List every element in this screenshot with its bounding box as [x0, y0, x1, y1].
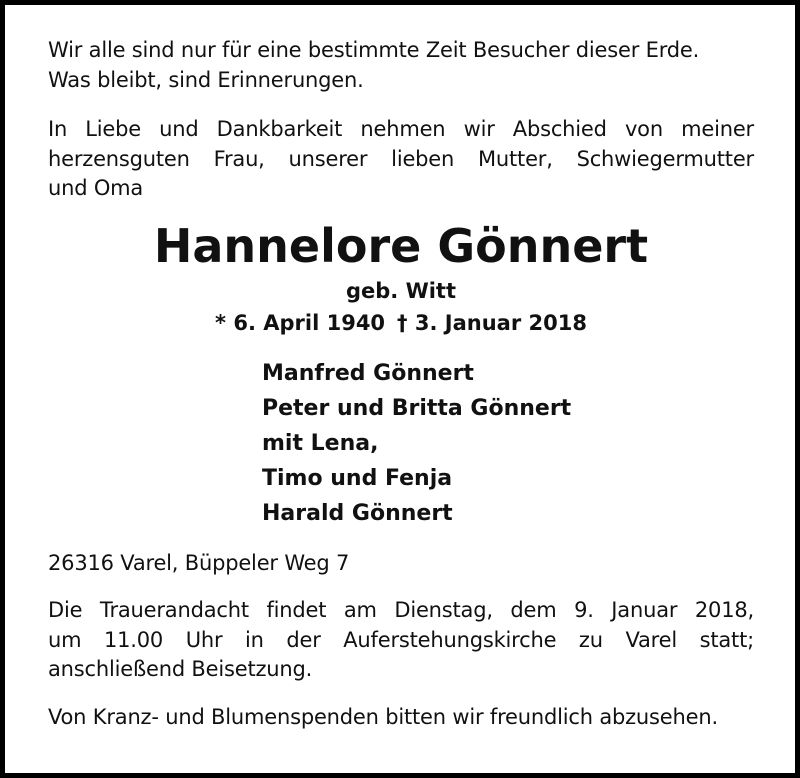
service-info: [48, 596, 754, 685]
birth-date: * 6. April 1940: [215, 310, 386, 335]
service-line-2: um 11.00 Uhr in der Auferstehungskirche zu Varel statt;: [48, 627, 754, 652]
intro-line-3: und Oma: [48, 176, 144, 200]
death-date: † 3. Januar 2018: [397, 310, 587, 335]
mourner-name: mit Lena,: [262, 430, 379, 456]
motto-line-1: Wir alle sind nur für eine bestimmte Zeit Besucher dieser Erde.: [48, 38, 700, 62]
life-dates: [48, 308, 754, 338]
address: 26316 Varel, Büppeler Weg 7: [48, 550, 350, 575]
intro-line-1: In Liebe und Dankbarkeit nehmen wir Abschied von meiner: [48, 117, 754, 141]
intro-text: [48, 115, 754, 204]
motto: [48, 36, 754, 95]
service-line-3: anschließend Beisetzung.: [48, 657, 313, 681]
mourner-name: Manfred Gönnert: [262, 360, 474, 386]
mourner-name: Timo und Fenja: [262, 465, 453, 491]
maiden-name: geb. Witt: [345, 278, 457, 303]
motto-line-2: Was bleibt, sind Erinnerungen.: [48, 67, 364, 92]
obituary-notice: [48, 36, 754, 732]
deceased-name: Hannelore Gönnert: [153, 218, 649, 273]
mourner-name: Peter und Britta Gönnert: [262, 395, 572, 421]
mourners-list: [262, 356, 754, 531]
flowers-note: Von Kranz- und Blumenspenden bitten wir freundlich abzusehen.: [48, 704, 718, 729]
service-line-1: Die Trauerandacht findet am Dienstag, dem 9. Januar 2018,: [48, 598, 754, 622]
intro-line-2: herzensguten Frau, unserer lieben Mutter, Schwiegermutter: [48, 146, 754, 171]
mourner-name: Harald Gönnert: [262, 500, 453, 526]
